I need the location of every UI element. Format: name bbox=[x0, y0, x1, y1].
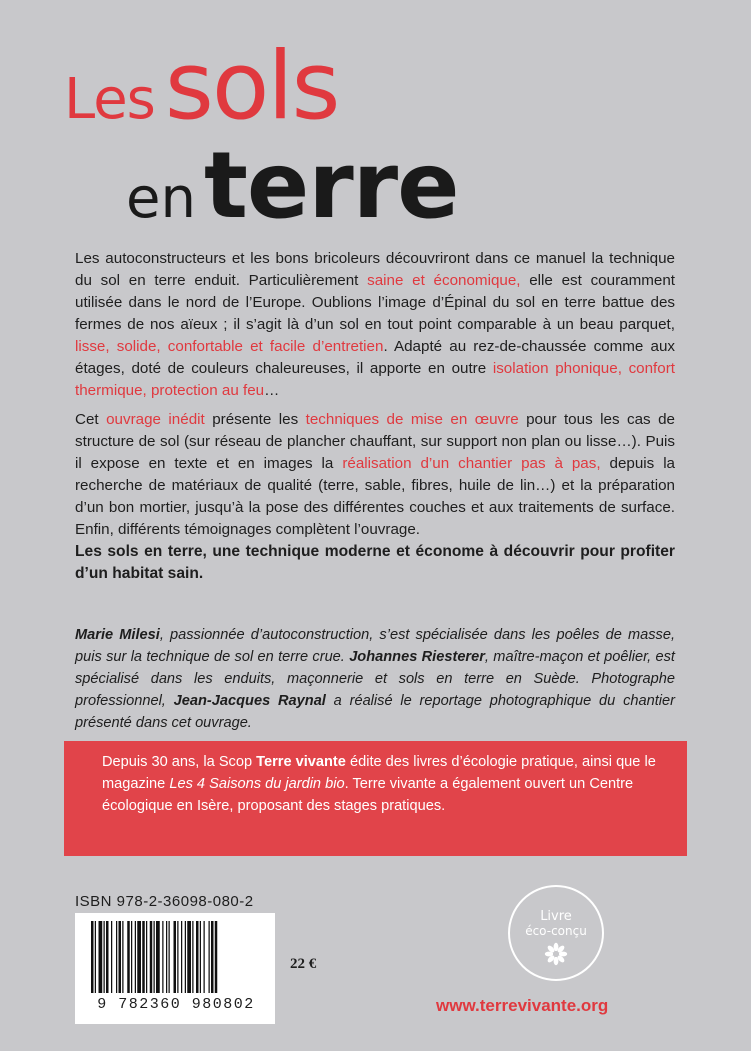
barcode-bar bbox=[204, 921, 205, 993]
publisher-name: Terre vivante bbox=[256, 754, 346, 770]
eco-label-line-2: éco-conçu bbox=[525, 924, 587, 938]
publisher-text bbox=[102, 751, 662, 817]
eco-design-label bbox=[508, 885, 608, 985]
barcode-bar bbox=[146, 921, 147, 993]
highlight-text: isolation phonique, confort thermique, protection au feu bbox=[75, 360, 675, 399]
isbn: ISBN 978-2-36098-080-2 bbox=[75, 893, 254, 910]
title-terre: terre bbox=[203, 132, 459, 239]
bio-text-run: , maître-maçon et poêlier, est spécialisé dans les enduits, maçonnerie et sols en terre en Suède. Photographe professionnel, bbox=[75, 649, 675, 709]
barcode-bar bbox=[215, 921, 218, 993]
barcode-bar bbox=[104, 921, 105, 993]
highlight-text: saine et économique, bbox=[367, 272, 521, 289]
band-text-run: édite des livres d’écologie pratique, ainsi que le magazine bbox=[102, 754, 656, 792]
body-text-run: pour tous les cas de structure de sol (sur réseau de plancher chauffant, sur support non plan ou lisse…). Puis il expose en texte et en images la bbox=[75, 411, 675, 472]
barcode-bar bbox=[177, 921, 178, 993]
band-text-run: Depuis 30 ans, la Scop bbox=[102, 754, 257, 770]
barcode-bar bbox=[116, 921, 117, 993]
title-sols: sols bbox=[164, 32, 339, 141]
barcode-bar bbox=[162, 921, 163, 993]
book-title bbox=[0, 0, 751, 239]
barcode-bar bbox=[196, 921, 199, 993]
barcode-bar bbox=[169, 921, 170, 993]
body-text-run: . Adapté au rez-de-chaussée comme aux étages, doté de couleurs chaleureuses, il apporte en outre bbox=[75, 338, 676, 377]
body-text-run: présente les bbox=[204, 411, 306, 428]
barcode-bar bbox=[119, 921, 122, 993]
barcode-bar bbox=[211, 921, 214, 993]
barcode-bar bbox=[106, 921, 109, 993]
barcode-bar bbox=[142, 921, 145, 993]
barcode-bar bbox=[91, 921, 94, 993]
highlight-text: réalisation d’un chantier pas à pas, bbox=[342, 455, 601, 472]
body-text-run: depuis la recherche de matériaux de qualité (terre, sable, fibres, huile de lin…) et la préparation d’un bon mortier, jusqu’à la pose des différentes couches et aux traitements de surface. Enfin, différents témoignages complètent l’ouvrage. bbox=[75, 455, 676, 538]
barcode-bar bbox=[127, 921, 130, 993]
barcode-bar bbox=[166, 921, 167, 993]
blurb-tagline: Les sols en terre, une technique moderne et économe à découvrir pour profiter d’un habitat sain. bbox=[75, 543, 675, 582]
barcode-bar bbox=[156, 921, 160, 993]
body-text-run: Les autoconstructeurs et les bons bricoleurs découvriront dans ce manuel la technique du sol en terre enduit. Particulièrement bbox=[75, 250, 675, 289]
author-bios bbox=[75, 624, 675, 734]
body-text-run: … bbox=[264, 382, 280, 399]
barcode-bar bbox=[209, 921, 210, 993]
price: 22 € bbox=[290, 956, 317, 972]
barcode-bar bbox=[185, 921, 186, 993]
title-line-1 bbox=[64, 32, 339, 141]
back-cover-blurb bbox=[75, 248, 675, 585]
barcode-bar bbox=[174, 921, 177, 993]
barcode-bar bbox=[154, 921, 155, 993]
barcode-bar bbox=[135, 921, 136, 993]
author-name: Jean-Jacques Raynal bbox=[173, 693, 326, 709]
title-les: Les bbox=[64, 67, 155, 132]
blurb-paragraph-2 bbox=[75, 409, 675, 541]
publisher-band bbox=[64, 741, 687, 856]
author-name: Marie Milesi bbox=[75, 627, 160, 643]
magazine-title: Les 4 Saisons du jardin bio bbox=[169, 776, 345, 792]
highlight-text: ouvrage inédit bbox=[106, 411, 205, 428]
flower-icon bbox=[544, 942, 568, 966]
barcode-bar bbox=[187, 921, 191, 993]
body-text-run: Cet bbox=[75, 411, 107, 428]
title-en: en bbox=[126, 166, 196, 231]
bio-text-run: , passionnée d’autoconstruction, s’est spécialisée dans les poêles de masse, puis sur la technique de sol en terre crue. bbox=[75, 627, 675, 665]
author-name: Johannes Riesterer bbox=[349, 649, 485, 665]
barcode-bar bbox=[131, 921, 132, 993]
body-text-run: elle est couramment utilisée dans le nord de l’Europe. Oublions l’image d’Épinal du sol en terre battue des fermes de nos aïeux ; il s’agit là d’un sol en tout point comparable à un beau parquet, bbox=[75, 272, 675, 333]
barcode-bar bbox=[111, 921, 112, 993]
barcode-bar bbox=[95, 921, 96, 993]
barcode-bar bbox=[122, 921, 123, 993]
blurb-paragraph-1 bbox=[75, 248, 675, 402]
highlight-text: lisse, solide, confortable et facile d’entretien bbox=[75, 338, 384, 355]
barcode-bar bbox=[181, 921, 182, 993]
barcode-bar bbox=[192, 921, 193, 993]
barcode-digits: 9 782360 980802 bbox=[97, 996, 255, 1013]
band-text-run: . Terre vivante a également ouvert un Centre écologique en Isère, proposant des stages pratiques. bbox=[102, 776, 634, 814]
bio-text-run: a réalisé le reportage photographique du chantier présenté dans cet ouvrage. bbox=[75, 693, 675, 731]
eco-label-line-1: Livre bbox=[540, 909, 572, 924]
highlight-text: techniques de mise en œuvre bbox=[305, 411, 519, 428]
title-line-2 bbox=[126, 132, 459, 239]
barcode-bar bbox=[150, 921, 153, 993]
barcode bbox=[75, 913, 275, 1024]
barcode-bar bbox=[99, 921, 103, 993]
barcode-bar bbox=[200, 921, 201, 993]
barcode-bars bbox=[91, 921, 259, 993]
barcode-bar bbox=[137, 921, 141, 993]
website-link[interactable]: www.terrevivante.org bbox=[436, 996, 609, 1015]
